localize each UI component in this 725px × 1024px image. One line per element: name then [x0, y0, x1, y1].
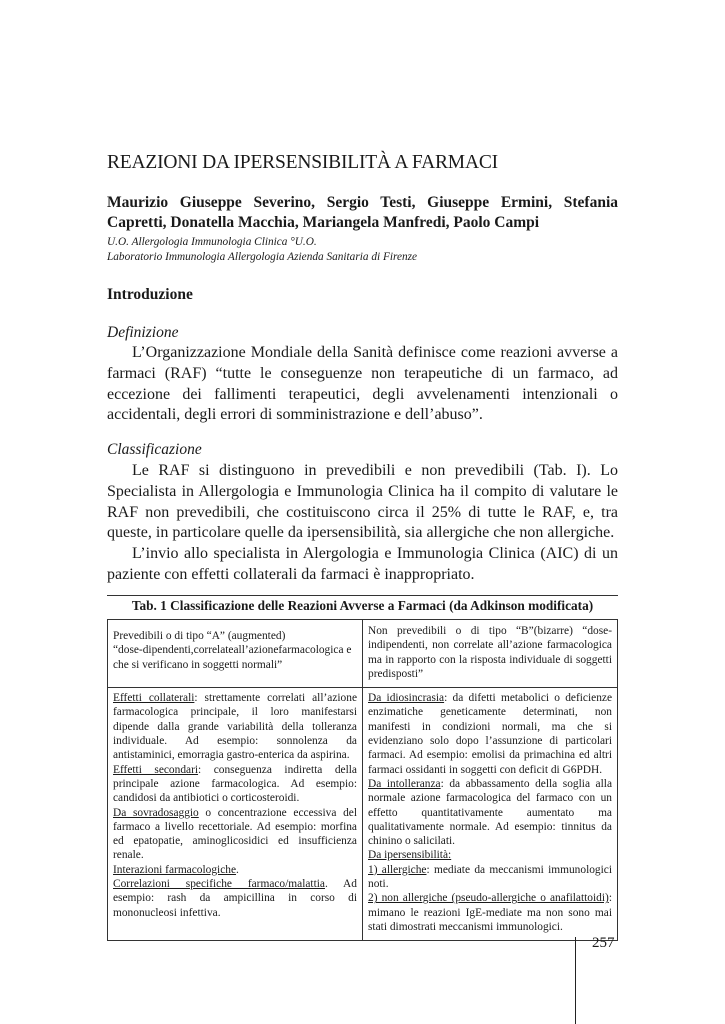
section-heading: Introduzione — [107, 286, 193, 303]
term: Interazioni farmacologiche — [113, 863, 237, 876]
subheading-definizione: Definizione — [107, 324, 179, 341]
term: 1) allergiche — [368, 863, 427, 876]
description: o concentrazione eccessiva del farmaco a livello recettoriale. Ad esempio: morfina ed epatopatie, aminoglicosidici ed insufficienza renale. — [113, 806, 357, 862]
term: Da idiosincrasia — [368, 692, 445, 705]
classification-table — [107, 619, 618, 941]
header-a-description: “dose-dipendenti,correlateall’azionefarmacologica e che si verificano in soggetti normali” — [113, 644, 352, 671]
header-cell-type-a — [108, 620, 363, 688]
term: Effetti secondari — [113, 763, 199, 776]
list-item — [368, 777, 612, 848]
table-top-rule — [107, 595, 618, 596]
cell-type-a — [108, 688, 363, 941]
page-number: 257 — [592, 935, 615, 951]
affiliation-line: Laboratorio Immunologia Allergologia Azienda Sanitaria di Firenze — [107, 251, 418, 263]
authors: Maurizio Giuseppe Severino, Sergio Testi, Giuseppe Ermini, Stefania Capretti, Donatella Macchia, Mariangela Manfredi, Paolo Campi — [107, 194, 618, 231]
affiliation — [107, 235, 618, 265]
term: Effetti collaterali — [113, 692, 195, 705]
definizione-section — [107, 343, 618, 426]
subheading-classificazione: Classificazione — [107, 441, 202, 458]
description: . — [236, 863, 239, 876]
list-item — [113, 877, 357, 920]
table-row — [108, 688, 618, 941]
paragraph: L’Organizzazione Mondiale della Sanità definisce come reazioni avverse a farmaci (RAF) “tutte le conseguenze non terapeutiche di un farmaco, ad eccezione dei fallimenti terapeutici, degli avvelenamenti intenzionali o accidentali, degli errori di somministrazione e dell’abuso”. — [107, 344, 618, 424]
cell-type-b — [363, 688, 618, 941]
list-item — [368, 848, 612, 862]
list-item — [113, 691, 357, 762]
description: : mimano le reazioni IgE-mediate ma non sono mai stati dimostrati meccanismi immunologici. — [368, 892, 612, 933]
classificazione-section — [107, 461, 618, 586]
table-header-row — [108, 620, 618, 688]
list-item — [368, 691, 612, 777]
table-caption: Tab. 1 Classificazione delle Reazioni Avverse a Farmaci (da Adkinson modificata) — [131, 598, 594, 613]
header-cell-type-b: Non prevedibili o di tipo “B”(bizarre) “dose-indipendenti, non correlate all’azione farmacologica ma in rapporto con la risposta individuale di soggetti predisposti” — [363, 620, 618, 688]
term: Da ipersensibilità: — [368, 849, 452, 862]
description: : conseguenza indiretta della principale azione farmacologica. Ad esempio: candidosi da antibiotici o corticosteroidi. — [113, 763, 357, 805]
description: : da abbassamento della soglia alla normale azione farmacologica del farmaco con un effetto quantitativamente aumentato ma qualitativamente normale. Ad esempio: tinnitus da chinino o salicilati. — [368, 777, 612, 848]
page-title: REAZIONI DA IPERSENSIBILITÀ A FARMACI — [107, 152, 498, 173]
term: Correlazioni specifiche farmaco/malattia — [113, 878, 325, 891]
list-item — [113, 806, 357, 863]
margin-rule — [575, 937, 576, 1024]
term: Da intolleranza — [368, 777, 441, 790]
affiliation-line: U.O. Allergologia Immunologia Clinica °U.O. — [107, 236, 317, 248]
list-item — [113, 863, 357, 877]
term: Da sovradosaggio — [113, 806, 199, 819]
term: 2) non allergiche (pseudo-allergiche o anafilattoidi) — [368, 892, 609, 905]
description: . Ad esempio: rash da ampicillina in corso di mononucleosi infettiva. — [113, 878, 357, 919]
paragraph: Le RAF si distinguono in prevedibili e non prevedibili (Tab. I). Lo Specialista in Allergologia e Immunologia Clinica ha il compito di valutare le RAF non prevedibili, che costituiscono circa il 25% di tutte le RAF, e, tra queste, in particolare quelle da ipersensibilità, sia allergiche che non allergiche. — [107, 462, 618, 542]
description: : mediate da meccanismi immunologici noti. — [368, 863, 613, 891]
description: : da difetti metabolici o deficienze enzimatiche geneticamente determinati, non manifesti in condizioni normali, ma che si evidenziano solo dopo l’assunzione di particolari farmaci. Ad esempio: emolisi da primachina ed altri farmaci ossidanti in soggetti con deficit di G6PDH. — [368, 692, 613, 776]
header-a-title: Prevedibili o di tipo “A” (augmented) — [113, 630, 286, 642]
paragraph: L’invio allo specialista in Alergologia e Immunologia Clinica (AIC) di un paziente con effetti collaterali da farmaci è inappropriato. — [107, 545, 618, 583]
list-item — [113, 763, 357, 806]
description: : strettamente correlati all’azione farmacologica principale, il loro manifestarsi dipende dalla grande variabilità della tolleranza individuale. Ad esempio: sonnolenza da antistaminici, emorragia gastro-enterica da aspirina. — [113, 692, 357, 762]
list-item — [368, 891, 612, 934]
list-item — [368, 863, 612, 892]
